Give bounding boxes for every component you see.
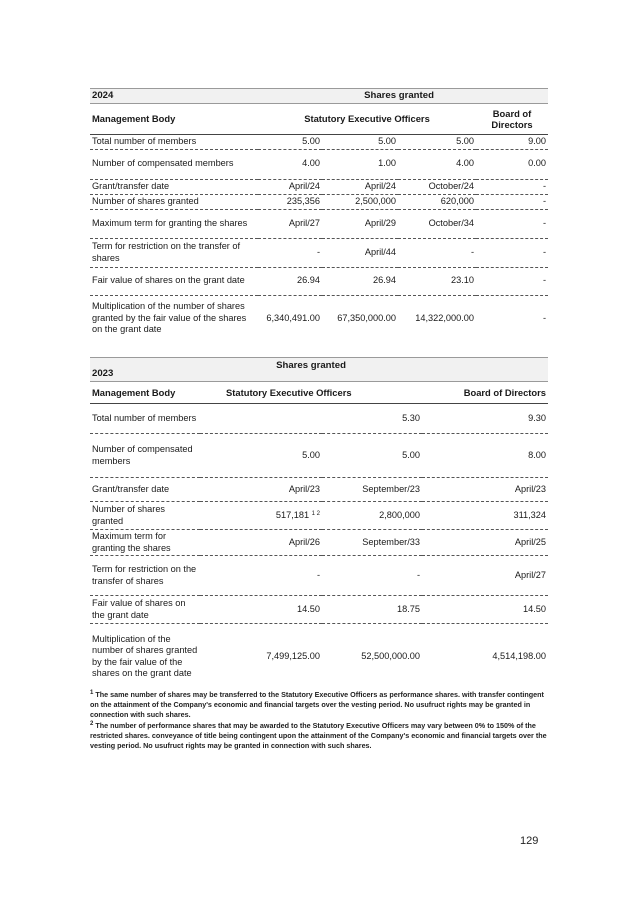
cell: April/23 xyxy=(422,478,548,502)
management-body-heading: Management Body xyxy=(90,382,200,404)
cell: 23.10 xyxy=(398,267,476,295)
cell: - xyxy=(476,179,548,194)
cell: - xyxy=(476,194,548,209)
row-label: Number of shares granted xyxy=(90,194,258,209)
table-row xyxy=(90,624,548,690)
row-label: Total number of members xyxy=(90,404,200,434)
table-header-row xyxy=(90,104,548,135)
cell: 26.94 xyxy=(322,267,398,295)
table-header-row xyxy=(90,382,548,404)
cell: April/26 xyxy=(200,530,322,556)
page-number: 129 xyxy=(520,835,539,847)
row-label: Total number of members xyxy=(90,135,258,150)
cell: 9.30 xyxy=(422,404,548,434)
row-label: Number of compensated members xyxy=(90,149,258,179)
cell: 67,350,000.00 xyxy=(337,312,396,323)
cell: October/24 xyxy=(398,179,476,194)
row-label: Maximum term for granting the shares xyxy=(90,530,200,556)
footnotes xyxy=(90,690,552,751)
cell: April/24 xyxy=(258,179,322,194)
seo-heading: Statutory Executive Officers xyxy=(258,104,476,135)
table-row xyxy=(90,194,548,209)
cell: April/25 xyxy=(422,530,548,556)
cell: 5.00 xyxy=(258,135,322,150)
row-label: Number of shares granted xyxy=(90,502,200,530)
cell: 2,800,000 xyxy=(322,502,422,530)
cell: - xyxy=(476,209,548,238)
cell: 4.00 xyxy=(398,149,476,179)
cell: 9.00 xyxy=(476,135,548,150)
table-2023 xyxy=(90,357,548,690)
table-year-row xyxy=(90,89,548,104)
table-2024 xyxy=(90,88,548,341)
table-row xyxy=(90,530,548,556)
cell: 7,499,125.00 xyxy=(266,651,320,661)
footnote-ref: 1 2 xyxy=(311,510,320,517)
table-year-row xyxy=(90,358,548,382)
row-label: Maximum term for granting the shares xyxy=(90,209,258,238)
row-label: Fair value of shares on the grant date xyxy=(90,267,258,295)
table-row xyxy=(90,267,548,295)
table-row xyxy=(90,238,548,267)
cell: April/23 xyxy=(200,478,322,502)
cell: 2,500,000 xyxy=(322,194,398,209)
cell: April/29 xyxy=(322,209,398,238)
row-label: Multiplication of the number of shares granted by the fair value of the shares on the grant date xyxy=(92,301,247,334)
cell: - xyxy=(542,312,547,323)
cell xyxy=(200,404,322,434)
cell: - xyxy=(476,238,548,267)
table-row xyxy=(90,149,548,179)
table-row xyxy=(90,404,548,434)
cell: 517,181 $^{1 2}$ xyxy=(200,502,322,530)
cell: 5.00 xyxy=(322,434,422,478)
table-row xyxy=(90,434,548,478)
row-label: Grant/transfer date xyxy=(90,478,200,502)
board-heading: Board of Directors xyxy=(422,382,548,404)
cell: 5.00 xyxy=(322,135,398,150)
cell: October/34 xyxy=(398,209,476,238)
cell: 14.50 xyxy=(422,596,548,624)
cell: 1.00 xyxy=(322,149,398,179)
management-body-heading: Management Body xyxy=(90,104,258,135)
cell: 235,356 xyxy=(258,194,322,209)
table-row xyxy=(90,478,548,502)
cell: - xyxy=(476,267,548,295)
cell: April/24 xyxy=(322,179,398,194)
shares-granted-heading: Shares granted xyxy=(322,89,476,104)
table-row xyxy=(90,502,548,530)
cell: 311,324 xyxy=(422,502,548,530)
cell: - xyxy=(258,238,322,267)
cell: 8.00 xyxy=(422,434,548,478)
cell: - xyxy=(200,556,322,596)
cell: 4,514,198.00 xyxy=(492,651,547,661)
cell: 5.00 xyxy=(398,135,476,150)
table-row xyxy=(90,295,548,341)
table-row xyxy=(90,209,548,238)
seo-heading: Statutory Executive Officers xyxy=(200,382,422,404)
table-row xyxy=(90,135,548,150)
row-label: Term for restriction on the transfer of shares xyxy=(90,238,258,267)
row-label: Multiplication of the number of shares granted by the fair value of the shares on the grant date xyxy=(92,633,198,679)
year-label: 2023 xyxy=(90,358,200,382)
cell: 620,000 xyxy=(398,194,476,209)
cell: 0.00 xyxy=(476,149,548,179)
cell: 18.75 xyxy=(322,596,422,624)
table-row xyxy=(90,556,548,596)
cell: 6,340,491.00 xyxy=(266,312,320,323)
shares-granted-heading: Shares granted xyxy=(200,358,422,382)
row-label: Fair value of shares on the grant date xyxy=(90,596,200,624)
cell: 14,322,000.00 xyxy=(415,312,475,323)
cell: 14.50 xyxy=(200,596,322,624)
cell: - xyxy=(398,238,476,267)
table-row xyxy=(90,596,548,624)
board-heading: Board of Directors xyxy=(476,104,548,135)
cell: 26.94 xyxy=(258,267,322,295)
cell: April/44 xyxy=(322,238,398,267)
footnote-2: $^2$ The number of performance shares that may be awarded to the Statutory Executive Officers may vary between 0% to 150% of the restricted shares. conveyance of title being contingent upon the attainment of the Company's economic and financial targets over the vesting period. No usufruct rights may be granted in connection with such shares. xyxy=(90,720,547,751)
cell: 4.00 xyxy=(258,149,322,179)
year-label: 2024 xyxy=(90,89,258,104)
cell: 5.00 xyxy=(200,434,322,478)
row-label: Term for restriction on the transfer of shares xyxy=(90,556,200,596)
cell: September/33 xyxy=(322,530,422,556)
cell: - xyxy=(322,556,422,596)
cell: April/27 xyxy=(258,209,322,238)
row-label: Number of compensated members xyxy=(90,434,200,478)
row-label: Grant/transfer date xyxy=(90,179,258,194)
footnote-1: $^1$ The same number of shares may be transferred to the Statutory Executive Officers as performance shares. with transfer contingent on the attainment of the Company's economic and financial targets over the vesting period. No usufruct rights may be granted in connection with such shares. xyxy=(90,690,544,720)
cell: 5.30 xyxy=(322,404,422,434)
cell: 52,500,000.00 xyxy=(361,651,421,661)
cell: September/23 xyxy=(322,478,422,502)
table-row xyxy=(90,179,548,194)
cell: April/27 xyxy=(422,556,548,596)
